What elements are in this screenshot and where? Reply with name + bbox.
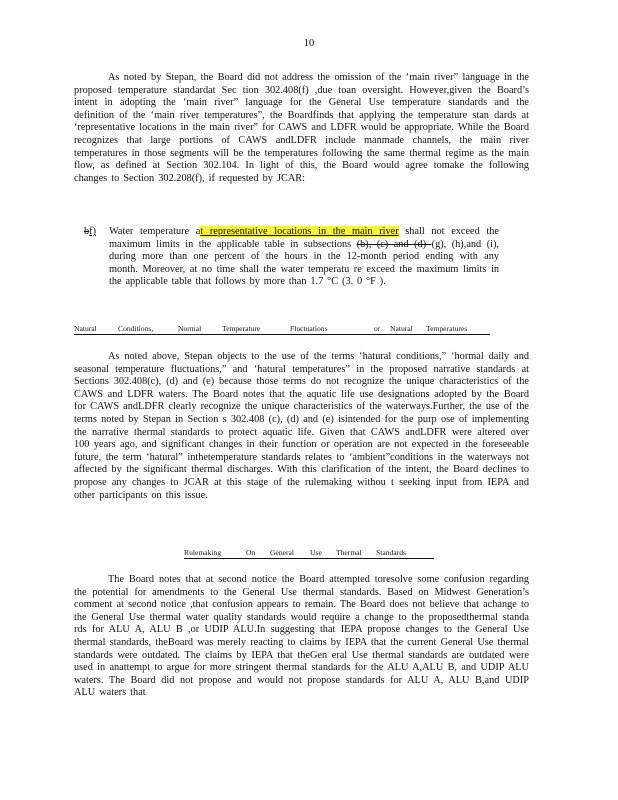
subsection-label (84, 226, 96, 239)
heading-word: Temperature (222, 324, 261, 333)
highlighted-insertion: t representative locations in the main river (200, 226, 399, 237)
paragraph-natural-conditions: As noted above, Stepan objects to the use of the terms ‘hatural conditions,” ‘hormal daily and seasonal temperature fluctuations,” and ‘hatural temperatures” in the proposed narrative standards at Sections 302.408(c), (d) and (e) because those terms do not recognize the unique characteristics of the CAWS and LDFR waters. The Board notes that the aquatic life use designations adopted by the Board for CAWS andLDFR clearly recognize the unique characteristics of the waterways.Further, the use of the terms noted by Stepan in Section s 302.408 (c), (d) and (e) isintended for the purp ose of implementing the narrative thermal standards to protect aquatic life. Given that CAWS andLDFR were altered over 100 years ago, and significant changes in their function or operation are not expected in the foreseeable future, the term ‘hatural” inthetemperature standards relates to ‘ambient”conditions in the waterways not affected by the significant thermal discharges. With this clarification of the intent, the Board declines to propose any changes to JCAR at this stage of the rulemaking withou t seeking input from IEPA and other participants on this issue. (74, 351, 529, 501)
proposed-rule-text (84, 226, 499, 289)
heading-word: or (374, 324, 381, 333)
section-heading-natural-conditions (74, 324, 490, 335)
heading-word: Normal (178, 324, 202, 333)
heading-word: Natural (390, 324, 413, 333)
heading-word: Rulemaking (184, 548, 222, 557)
heading-word: Natural (74, 324, 97, 333)
rule-text-end: (g), (h),and (i), during more than one percent of the hours in the 12-month period ending with any month. Moreover, at no time shall the water temperatu re exceed the maximum limits in the applicable table that follows by more than 1.7 °C (3. 0 °F ). (109, 238, 499, 288)
new-label: f) (89, 226, 97, 237)
section-heading-rulemaking (184, 548, 434, 559)
rule-text-start: Water temperature a (109, 226, 201, 237)
rule-text-mid: shall not exceed the maximum limits in the applicable table in subsections (109, 226, 499, 250)
heading-word: General (270, 548, 295, 557)
paragraph-rulemaking: The Board notes that at second notice the Board attempted toresolve some confusion regarding the potential for amendments to the General Use thermal standards. Based on Midwest Generation’s comment at second notice ,that confusion appears to remain. The Board does not believe that achange to the General Use thermal water quality standards would require a change to the proposedthermal standa rds for ALU A, ALU B ,or UDIP ALU.In suggesting that IEPA propose changes to the General Use thermal standards, theBoard was merely reacting to claims by IEPA that the current General Use thermal standards were outdated. The claims by IEPA that theGen eral Use thermal standards are outdated were used in anattempt to argue for more stringent thermal standards for the ALU A,ALU B, and UDIP ALU waters. The Board did not propose and would not propose standards for ALU A, ALU B,and UDIP ALU waters that (74, 574, 529, 699)
heading-word: Use (310, 548, 322, 557)
struck-label: b (84, 226, 90, 237)
page-number: 10 (303, 38, 315, 49)
paragraph-stepan-main-river: As noted by Stepan, the Board did not address the omission of the ‘main river” language in the proposed temperature standardat Sec tion 302.408(f) ,due toan oversight. However,given the Board’s intent in adopting the ‘main river” language for the General Use temperature standards and the definition of the ‘main river temperatures”, the Boardfinds that applying the temperature stan dards at ‘representative locations in the main river” for CAWS and LDFR would be appropriate. While the Board recognizes that large portions of CAWS andLDFR include manmade channels, the main river temperatures in those segments will be the temperatures following the same thermal regime as the main flow, as defined at Section 302.104. In light of this, the Board would agree tomake the following changes to Section 302.208(f), if requested by JCAR: (74, 72, 529, 184)
heading-word: Standards (376, 548, 406, 557)
heading-word: Fluctuations (290, 324, 328, 333)
heading-word: Temperatures (426, 324, 468, 333)
struck-subsections: (b), (c) and (d) (356, 238, 432, 250)
heading-word: Conditions, (118, 324, 154, 333)
heading-word: On (246, 548, 256, 557)
heading-word: Thermal (336, 548, 362, 557)
